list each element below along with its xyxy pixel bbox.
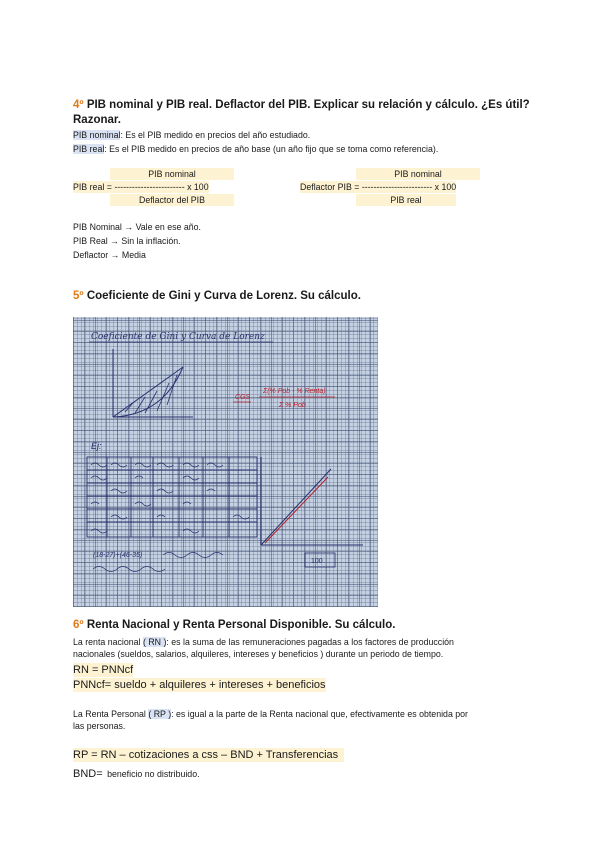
- photo-ej: Ej:: [91, 441, 102, 451]
- section-6-title: [73, 618, 395, 633]
- equation-rp: [73, 748, 344, 762]
- bnd-label: BND=: [73, 768, 103, 780]
- formula1-line: PIB real = ------------------------ x 100: [73, 182, 209, 192]
- definition-pib-nominal: [73, 129, 310, 141]
- note-pib-nominal: PIB Nominal → Vale en ese año.: [73, 222, 201, 232]
- equation-pnncf-text: PNNcf= sueldo + alquileres + intereses + beneficios: [73, 679, 326, 691]
- section-4-title-line2: Razonar.: [73, 114, 121, 126]
- note-deflactor: Deflactor → Media: [73, 250, 146, 260]
- equation-rn: [73, 663, 133, 677]
- rn-definition: [73, 636, 533, 660]
- equation-pnncf: [73, 678, 326, 692]
- section-5-title: [73, 289, 361, 304]
- note-pib-real: PIB Real → Sin la inflación.: [73, 236, 181, 246]
- section-5-title-text: Coeficiente de Gini y Curva de Lorenz. Su cálculo.: [86, 290, 361, 302]
- equation-rp-text: RP = RN – cotizaciones a css – BND + Transferencias: [73, 748, 344, 762]
- rn-text-1: : es la suma de las remuneraciones pagadas a los factores de producción: [166, 637, 454, 647]
- section-4-number: 4º: [73, 99, 84, 111]
- photo-total: 100: [311, 558, 323, 565]
- definition-pib-real: [73, 143, 438, 155]
- photo-heading: Coeficiente de Gini y Curva de Lorenz: [91, 332, 265, 342]
- photo-formula-num: Σ(% Pob - % Renta): [263, 388, 326, 395]
- handwritten-notes-drawing: [73, 317, 378, 607]
- term-pib-nominal: PIB nominal: [73, 130, 121, 140]
- photo-formula-den: Σ % Pob: [279, 402, 306, 409]
- bnd-definition: [73, 764, 200, 782]
- term-rp: ( RP ): [148, 709, 172, 719]
- section-6-title-text: Renta Nacional y Renta Personal Disponible. Su cálculo.: [86, 619, 396, 631]
- section-4-title: [73, 98, 543, 128]
- section-5-number: 5º: [73, 290, 84, 302]
- formula2-denominator: PIB real: [356, 194, 456, 206]
- term-rn: ( RN ): [142, 637, 167, 647]
- formula2-numerator: PIB nominal: [356, 168, 480, 180]
- section-6-number: 6º: [73, 619, 84, 631]
- formula1-numerator: PIB nominal: [110, 168, 234, 180]
- definition-text: : Es el PIB medido en precios del año estudiado.: [120, 130, 311, 140]
- photo-calc: (18-27)+(46-35): [93, 552, 143, 559]
- rn-prefix: La renta nacional: [73, 637, 141, 647]
- term-pib-real: PIB real: [73, 144, 105, 154]
- rp-definition: [73, 708, 533, 732]
- bnd-text: beneficio no distribuido.: [107, 769, 200, 779]
- photo-formula-left: CGS: [235, 394, 251, 401]
- rp-prefix: La Renta Personal: [73, 709, 146, 719]
- definition-text: : Es el PIB medido en precios de año base (un año fijo que se toma como referencia).: [104, 144, 439, 154]
- handwritten-notes-photo: [73, 317, 378, 607]
- rp-text-1: : es igual a la parte de la Renta nacional que, efectivamente es obtenida por: [171, 709, 468, 719]
- equation-rn-text: RN = PNNcf: [73, 664, 134, 676]
- section-4-title-line1: PIB nominal y PIB real. Deflactor del PIB. Explicar su relación y cálculo. ¿Es útil?: [86, 99, 530, 111]
- rn-text-2: nacionales (sueldos, salarios, alquileres, intereses y beneficios ) durante un periodo de tiempo.: [73, 649, 444, 659]
- formula1-denominator: Deflactor del PIB: [110, 194, 234, 206]
- rp-text-2: las personas.: [73, 721, 126, 731]
- formula2-line: Deflactor PIB = ------------------------ x 100: [300, 182, 457, 192]
